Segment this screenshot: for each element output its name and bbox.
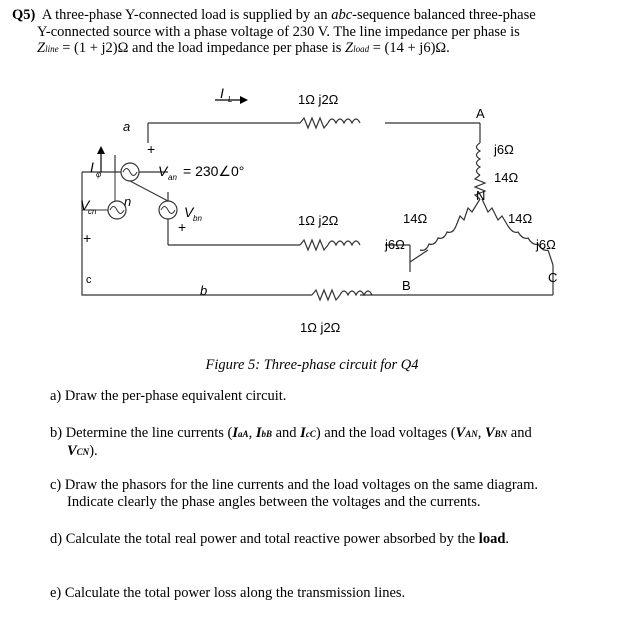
part-b-and1: and xyxy=(271,425,301,441)
van-label: V xyxy=(158,163,168,179)
vbn-label: V xyxy=(184,204,194,220)
part-b-ic-sub: cC xyxy=(305,429,316,439)
line-imp-mid: 1Ω j2Ω xyxy=(298,213,339,228)
node-b: b xyxy=(200,283,208,298)
wire-c xyxy=(82,245,312,295)
part-b-and2: and xyxy=(507,425,532,441)
load-node-N: N xyxy=(476,188,486,203)
part-b-vcn-sub: CN xyxy=(76,446,90,457)
load-node-B: B xyxy=(402,278,411,293)
part-b-van-sub: AN xyxy=(465,429,478,439)
question-text-1b: -sequence balanced three-phase xyxy=(352,7,536,23)
part-d-bold: load xyxy=(478,531,506,547)
vcn-sub: cn xyxy=(88,207,97,216)
z-14-a: 14Ω xyxy=(494,170,519,185)
van-sub: an xyxy=(168,173,177,182)
z-j6-c: j6Ω xyxy=(536,237,556,252)
part-d-text: d) Calculate the total real power and total reactive power absorbed by the xyxy=(50,531,479,547)
iphi-sub: φ xyxy=(96,170,102,179)
vcn-label: V xyxy=(80,197,90,213)
question-text-1a: A three-phase Y-connected load is supplied by an xyxy=(41,7,332,23)
part-b-end: ). xyxy=(89,442,98,459)
figure-caption: Figure 5: Three-phase circuit for Q4 xyxy=(205,357,419,373)
part-b-vbn-sub: BN xyxy=(494,429,508,439)
question-label: Q5) xyxy=(12,7,36,23)
part-b-sep1: , xyxy=(248,425,256,441)
z-14-b: 14Ω xyxy=(403,211,428,226)
part-c xyxy=(50,477,610,510)
plus-b: + xyxy=(178,219,187,235)
part-b-van: V xyxy=(455,425,466,441)
z-14-c: 14Ω xyxy=(508,211,533,226)
part-b-ib: I xyxy=(255,425,262,441)
part-b-vbn: V xyxy=(484,425,495,441)
part-b-sep2: , xyxy=(477,425,485,441)
zload-sub: load xyxy=(353,44,370,54)
part-b-ia-sub: aA xyxy=(238,429,249,439)
il-arrow-icon xyxy=(240,96,248,104)
part-c-line1: c) Draw the phasors for the line currents and the load voltages on the same diagram. xyxy=(50,477,539,493)
zline-symbol: Z xyxy=(37,40,46,56)
plus-a: + xyxy=(147,141,156,157)
part-b-ic: I xyxy=(300,425,306,441)
part-b-text1: b) Determine the line currents ( xyxy=(50,425,233,441)
part-c-line2: Indicate clearly the phase angles between the voltages and the currents. xyxy=(67,493,481,510)
il-label: I xyxy=(220,85,224,101)
part-b-text2: ) and the load voltages ( xyxy=(315,425,456,441)
plus-c: + xyxy=(83,230,92,246)
z-j6-b: j6Ω xyxy=(385,237,405,252)
iphi-arrow-icon xyxy=(97,146,105,154)
iphi-label: I xyxy=(90,159,94,175)
part-b-ib-sub: bB xyxy=(261,429,272,439)
part-b-vcn: V xyxy=(67,442,77,459)
part-e: e) Calculate the total power loss along the transmission lines. xyxy=(50,585,406,601)
line-imp-top: 1Ω j2Ω xyxy=(298,92,339,107)
z-j6-a: j6Ω xyxy=(494,142,514,157)
il-sub: L xyxy=(228,95,233,104)
question-line-2: Y-connected source with a phase voltage of 230 V. The line impedance per phase is xyxy=(37,23,520,40)
line-imp-bot: 1Ω j2Ω xyxy=(300,320,341,335)
part-d-end: . xyxy=(505,531,510,547)
zline-value: = (1 + j2)Ω and the load impedance per phase is xyxy=(58,40,342,56)
load-node-A: A xyxy=(476,106,485,121)
node-a: a xyxy=(123,119,131,134)
zload-value: = (14 + j6)Ω. xyxy=(369,40,450,56)
part-b-ia: I xyxy=(232,425,239,441)
zline-sub: line xyxy=(45,44,59,54)
question-abc: abc xyxy=(331,7,353,23)
node-c: c xyxy=(86,274,92,286)
part-b xyxy=(50,425,610,460)
node-n: n xyxy=(124,194,132,209)
zload-symbol: Z xyxy=(345,40,354,56)
part-a: a) Draw the per-phase equivalent circuit. xyxy=(50,388,287,404)
van-value: = 230∠0° xyxy=(183,163,245,179)
vbn-sub: bn xyxy=(193,214,202,223)
part-d xyxy=(50,531,610,548)
load-node-C: C xyxy=(548,270,558,285)
